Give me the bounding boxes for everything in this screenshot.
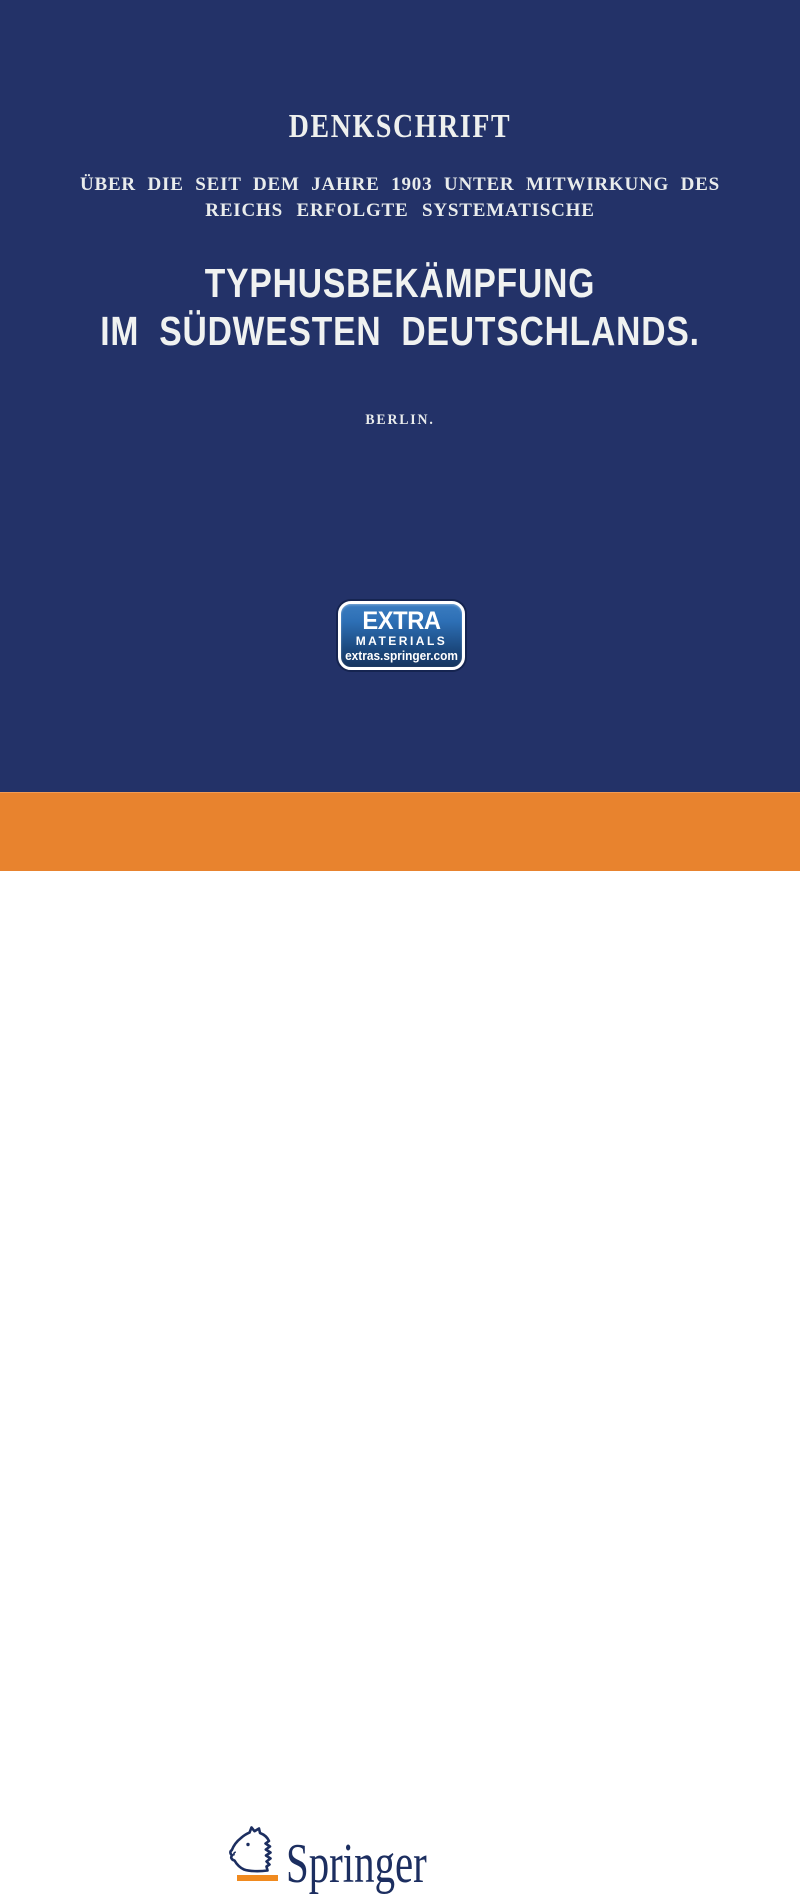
- badge-url: extras.springer.com: [345, 649, 458, 664]
- cover-title-line1: TYPHUSBEKÄMPFUNG: [204, 260, 596, 306]
- orange-band: [0, 792, 800, 871]
- cover-top-panel: [0, 0, 800, 792]
- cover-title-line2: IM SÜDWESTEN DEUTSCHLANDS.: [100, 308, 700, 354]
- cover-bottom-panel: [0, 871, 800, 1895]
- logo-underline-bar: [237, 1875, 278, 1881]
- cover-subtitle-line2: REICHS ERFOLGTE SYSTEMATISCHE: [205, 200, 595, 221]
- springer-logo: [227, 1821, 447, 1896]
- cover-subtitle-line1: ÜBER DIE SEIT DEM JAHRE 1903 UNTER MITWIRKUNG DES: [79, 174, 721, 195]
- springer-horse-icon: [227, 1825, 279, 1873]
- badge-title: EXTRA: [362, 607, 441, 635]
- badge-subtitle: MATERIALS: [355, 634, 448, 648]
- publisher-wordmark: Springer: [286, 1833, 427, 1895]
- extra-materials-badge: [338, 601, 465, 670]
- cover-heading: DENKSCHRIFT: [288, 108, 512, 145]
- cover-imprint: BERLIN.: [365, 412, 435, 428]
